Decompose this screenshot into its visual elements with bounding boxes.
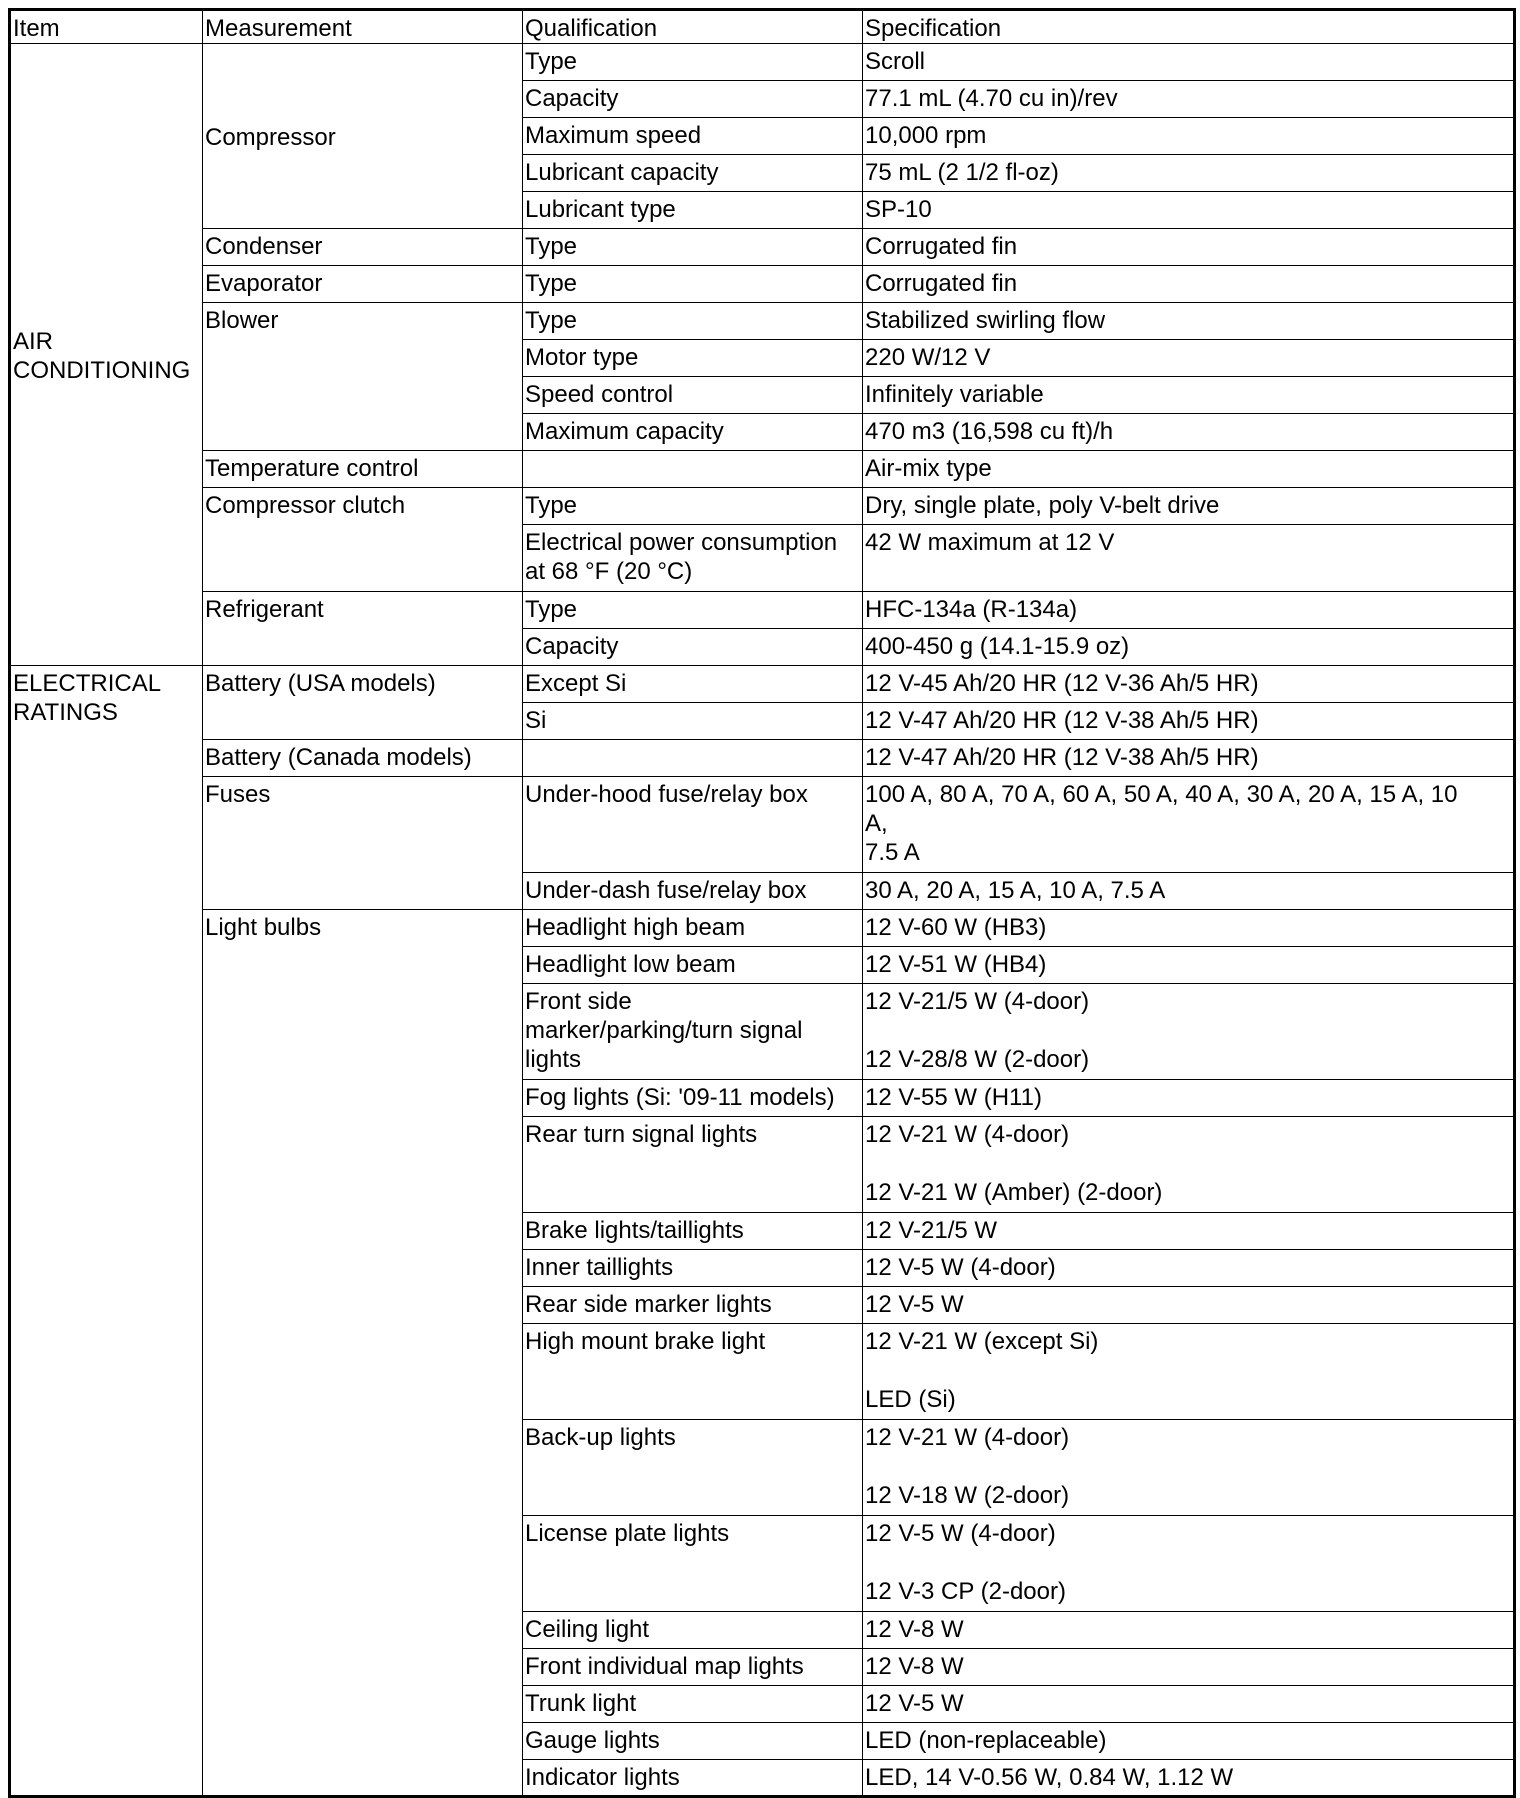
specification-cell: 12 V-21 W (4-door) 12 V-21 W (Amber) (2-door)	[863, 1117, 1515, 1213]
qualification-cell: Back-up lights	[523, 1420, 863, 1516]
specification-cell: 30 A, 20 A, 15 A, 10 A, 7.5 A	[863, 873, 1515, 910]
qualification-cell: Ceiling light	[523, 1612, 863, 1649]
specification-cell: Dry, single plate, poly V-belt drive	[863, 488, 1515, 525]
qualification-cell: Gauge lights	[523, 1723, 863, 1760]
specification-cell: HFC-134a (R-134a)	[863, 592, 1515, 629]
specification-cell: 12 V-55 W (H11)	[863, 1080, 1515, 1117]
qualification-cell	[523, 740, 863, 777]
specification-cell: 12 V-8 W	[863, 1612, 1515, 1649]
qualification-cell: Front individual map lights	[523, 1649, 863, 1686]
header-measurement: Measurement	[203, 10, 523, 44]
qualification-cell: Trunk light	[523, 1686, 863, 1723]
specification-cell: 12 V-21/5 W	[863, 1213, 1515, 1250]
specification-cell: Corrugated fin	[863, 266, 1515, 303]
measurement-battery-canada: Battery (Canada models)	[203, 740, 523, 777]
measurement-evaporator: Evaporator	[203, 266, 523, 303]
qualification-cell	[523, 451, 863, 488]
table-row	[10, 592, 1515, 629]
measurement-refrigerant: Refrigerant	[203, 592, 523, 666]
qualification-cell: Maximum speed	[523, 118, 863, 155]
header-item: Item	[10, 10, 203, 44]
measurement-temperature-control: Temperature control	[203, 451, 523, 488]
qualification-cell: Speed control	[523, 377, 863, 414]
qualification-cell: Rear side marker lights	[523, 1287, 863, 1324]
specification-cell: Stabilized swirling flow	[863, 303, 1515, 340]
specification-cell: SP-10	[863, 192, 1515, 229]
table-row	[10, 910, 1515, 947]
qualification-cell: Under-hood fuse/relay box	[523, 777, 863, 873]
table-row	[10, 229, 1515, 266]
specifications-table	[8, 8, 1516, 1798]
specification-cell: 470 m3 (16,598 cu ft)/h	[863, 414, 1515, 451]
item-electrical-ratings: ELECTRICAL RATINGS	[10, 666, 203, 1797]
qualification-cell: Indicator lights	[523, 1760, 863, 1797]
qualification-cell: Type	[523, 44, 863, 81]
qualification-cell: High mount brake light	[523, 1324, 863, 1420]
specification-cell: Scroll	[863, 44, 1515, 81]
specifications-body	[10, 10, 1515, 1797]
specification-cell: 75 mL (2 1/2 fl-oz)	[863, 155, 1515, 192]
table-row	[10, 44, 1515, 81]
specification-cell: Air-mix type	[863, 451, 1515, 488]
header-qualification: Qualification	[523, 10, 863, 44]
specification-cell: 12 V-21/5 W (4-door) 12 V-28/8 W (2-door)	[863, 984, 1515, 1080]
measurement-blower: Blower	[203, 303, 523, 451]
table-row	[10, 777, 1515, 873]
specification-cell: 12 V-5 W (4-door) 12 V-3 CP (2-door)	[863, 1516, 1515, 1612]
specification-cell: 12 V-51 W (HB4)	[863, 947, 1515, 984]
specification-cell: LED (non-replaceable)	[863, 1723, 1515, 1760]
qualification-cell: Type	[523, 303, 863, 340]
table-row	[10, 303, 1515, 340]
specification-cell: 12 V-5 W	[863, 1287, 1515, 1324]
specification-cell: 77.1 mL (4.70 cu in)/rev	[863, 81, 1515, 118]
specification-cell: LED, 14 V-0.56 W, 0.84 W, 1.12 W	[863, 1760, 1515, 1797]
qualification-cell: Motor type	[523, 340, 863, 377]
specification-cell: 12 V-45 Ah/20 HR (12 V-36 Ah/5 HR)	[863, 666, 1515, 703]
specification-cell: 12 V-47 Ah/20 HR (12 V-38 Ah/5 HR)	[863, 703, 1515, 740]
specification-cell: 12 V-47 Ah/20 HR (12 V-38 Ah/5 HR)	[863, 740, 1515, 777]
item-air-conditioning: AIR CONDITIONING	[10, 44, 203, 666]
measurement-compressor: Compressor	[203, 44, 523, 229]
specification-cell: Corrugated fin	[863, 229, 1515, 266]
qualification-cell: Type	[523, 488, 863, 525]
qualification-cell: Type	[523, 592, 863, 629]
table-row	[10, 451, 1515, 488]
specification-cell: Infinitely variable	[863, 377, 1515, 414]
measurement-condenser: Condenser	[203, 229, 523, 266]
qualification-cell: Capacity	[523, 629, 863, 666]
measurement-fuses: Fuses	[203, 777, 523, 910]
specification-cell: 100 A, 80 A, 70 A, 60 A, 50 A, 40 A, 30 A, 20 A, 15 A, 10 A, 7.5 A	[863, 777, 1515, 873]
specification-cell: 12 V-8 W	[863, 1649, 1515, 1686]
table-row	[10, 488, 1515, 525]
qualification-cell: Rear turn signal lights	[523, 1117, 863, 1213]
specification-cell: 42 W maximum at 12 V	[863, 525, 1515, 592]
qualification-cell: Under-dash fuse/relay box	[523, 873, 863, 910]
header-row	[10, 10, 1515, 44]
qualification-cell: Fog lights (Si: '09-11 models)	[523, 1080, 863, 1117]
qualification-cell: Brake lights/taillights	[523, 1213, 863, 1250]
measurement-compressor-clutch: Compressor clutch	[203, 488, 523, 592]
specification-cell: 12 V-60 W (HB3)	[863, 910, 1515, 947]
qualification-cell: Maximum capacity	[523, 414, 863, 451]
qualification-cell: Lubricant capacity	[523, 155, 863, 192]
qualification-cell: Front side marker/parking/turn signal lights	[523, 984, 863, 1080]
qualification-cell: License plate lights	[523, 1516, 863, 1612]
specification-cell: 400-450 g (14.1-15.9 oz)	[863, 629, 1515, 666]
table-row	[10, 666, 1515, 703]
specification-cell: 220 W/12 V	[863, 340, 1515, 377]
table-row	[10, 740, 1515, 777]
qualification-cell: Headlight high beam	[523, 910, 863, 947]
specification-cell: 12 V-21 W (4-door) 12 V-18 W (2-door)	[863, 1420, 1515, 1516]
qualification-cell: Headlight low beam	[523, 947, 863, 984]
table-row	[10, 266, 1515, 303]
qualification-cell: Si	[523, 703, 863, 740]
qualification-cell: Inner taillights	[523, 1250, 863, 1287]
qualification-cell: Electrical power consumption at 68 °F (20 °C)	[523, 525, 863, 592]
specification-cell: 12 V-5 W (4-door)	[863, 1250, 1515, 1287]
specification-cell: 10,000 rpm	[863, 118, 1515, 155]
specification-cell: 12 V-5 W	[863, 1686, 1515, 1723]
qualification-cell: Type	[523, 229, 863, 266]
qualification-cell: Capacity	[523, 81, 863, 118]
qualification-cell: Type	[523, 266, 863, 303]
specification-cell: 12 V-21 W (except Si) LED (Si)	[863, 1324, 1515, 1420]
qualification-cell: Except Si	[523, 666, 863, 703]
measurement-battery-usa: Battery (USA models)	[203, 666, 523, 740]
header-specification: Specification	[863, 10, 1515, 44]
measurement-light-bulbs: Light bulbs	[203, 910, 523, 1797]
qualification-cell: Lubricant type	[523, 192, 863, 229]
